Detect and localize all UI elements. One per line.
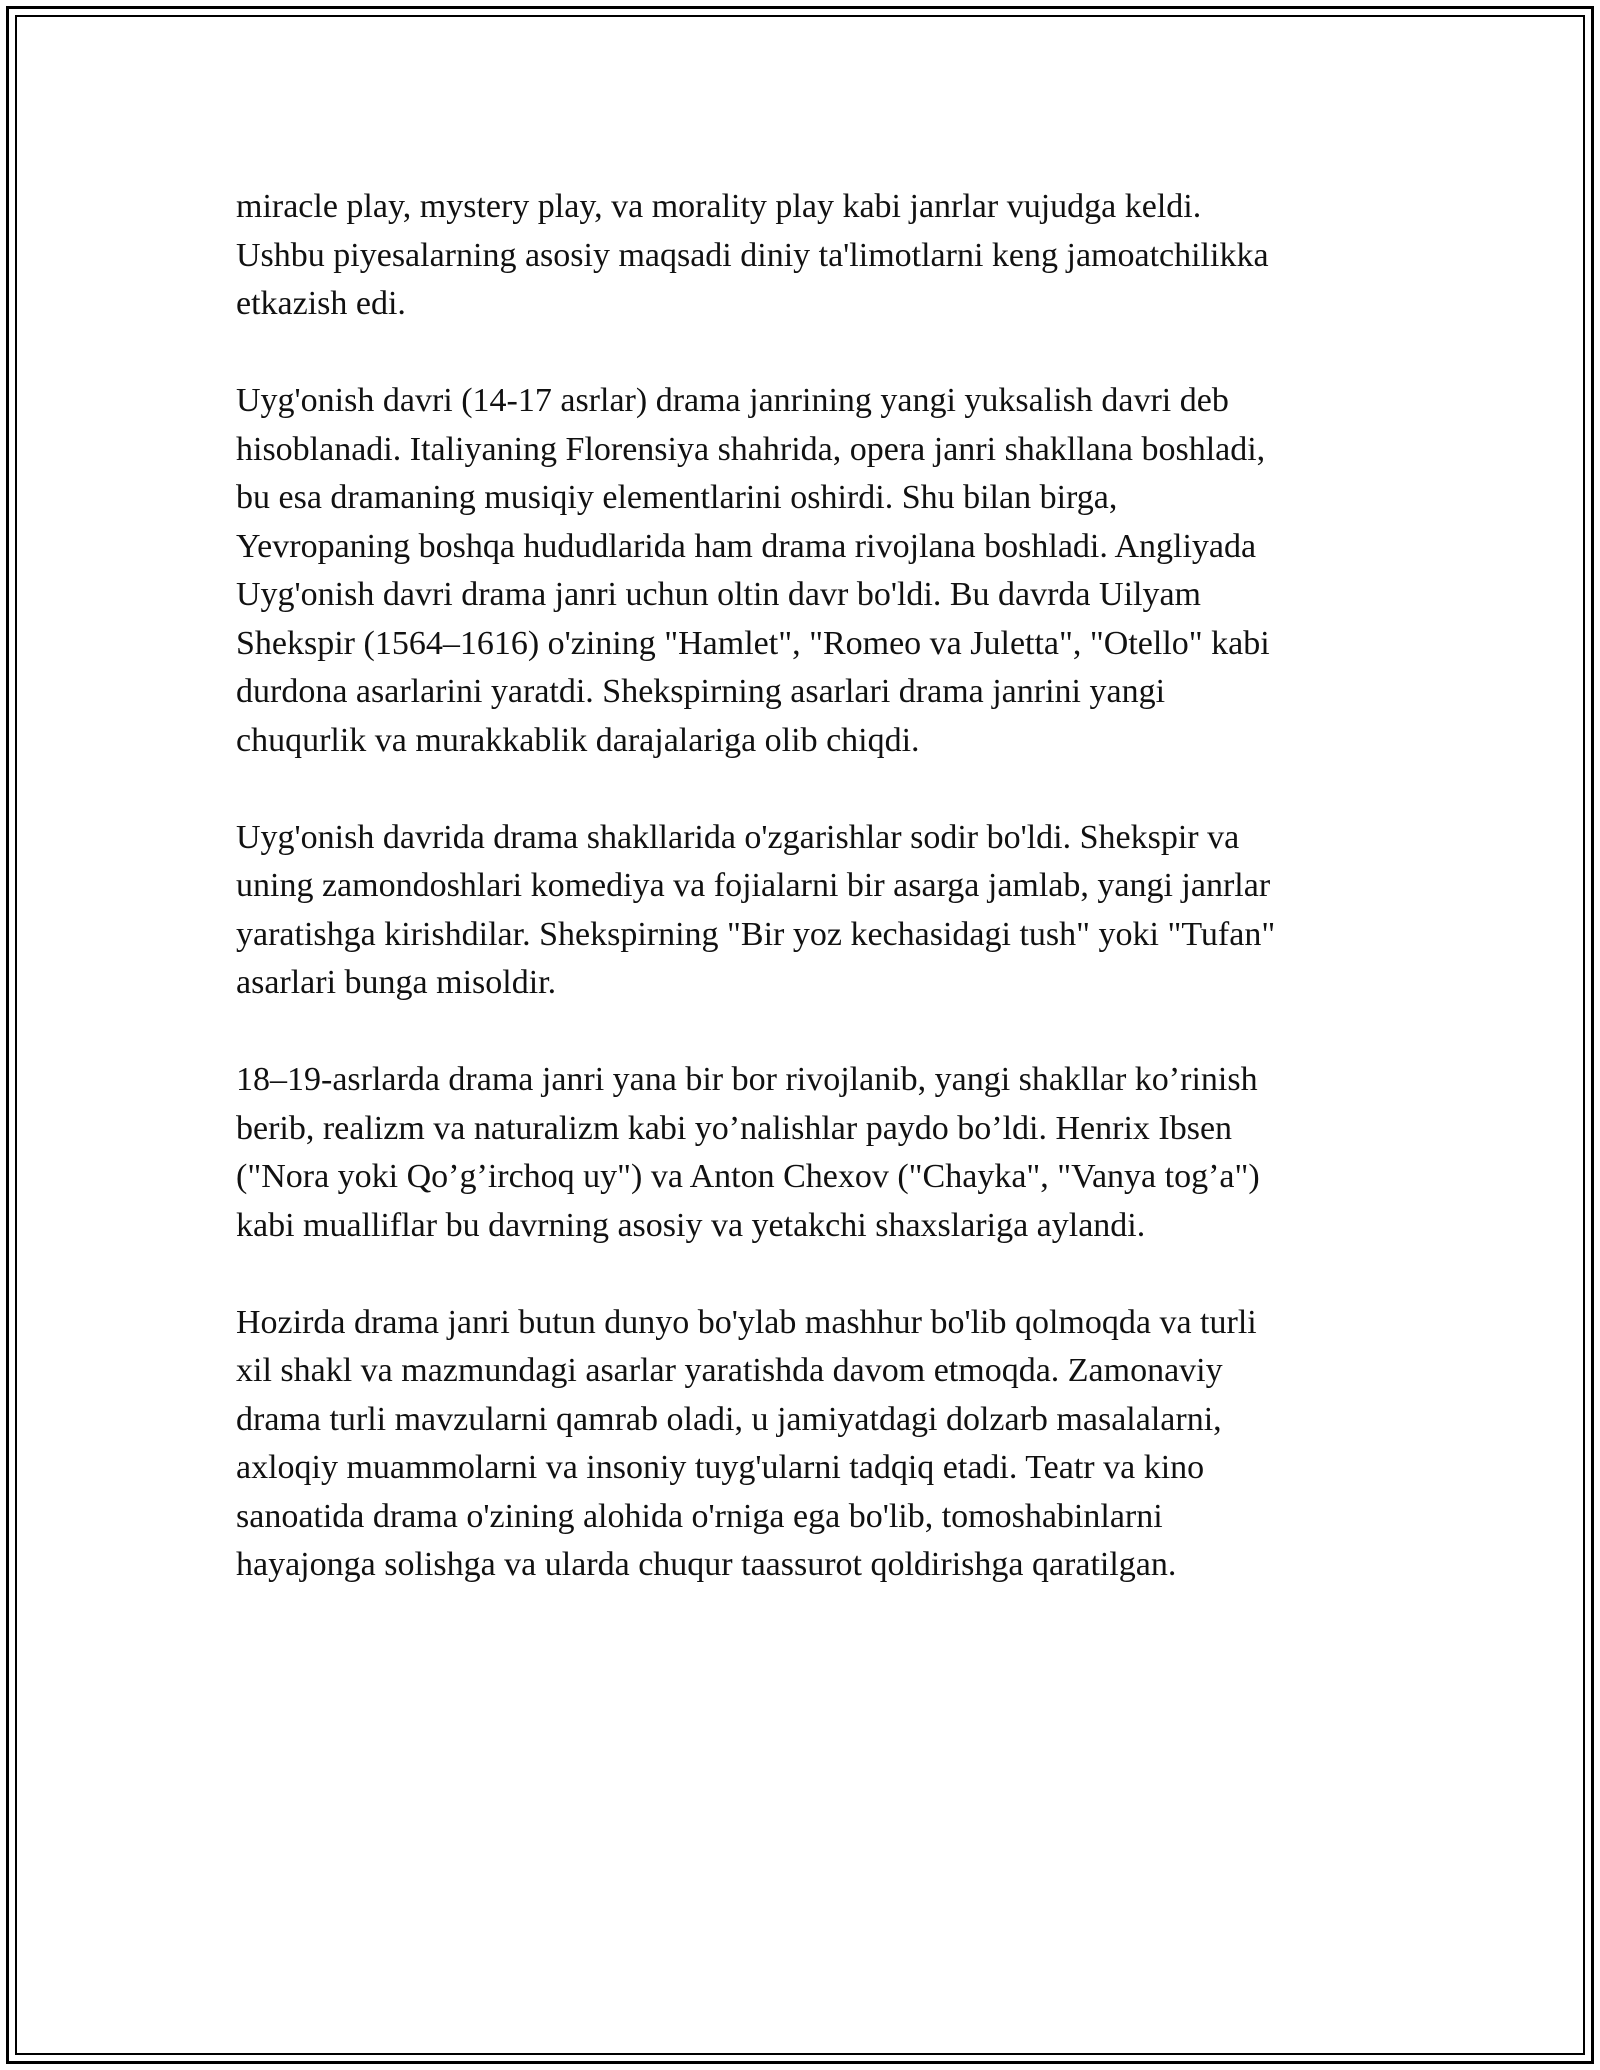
paragraph-1: miracle play, mystery play, va morality play kabi janrlar vujudga keldi. Ushbu piyesalarning asosiy maqsadi diniy ta'limotlarni keng jamoatchilikka etkazish edi. <box>236 188 1269 322</box>
paragraph-2: Uyg'onish davri (14-17 asrlar) drama janrining yangi yuksalish davri deb hisoblanadi. Italiyaning Florensiya shahrida, opera janri shakllana boshladi, bu esa dramaning musiqiy elementlarini oshirdi. Shu bilan birga, Yevropaning boshqa hududlarida ham drama rivojlana boshladi. Angliyada Uyg'onish davri drama janri uchun oltin davr bo'ldi. Bu davrda Uilyam Shekspir (1564–1616) o'zining "Hamlet", "Romeo va Juletta", "Otello" kabi durdona asarlarini yaratdi. Shekspirning asarlari drama janrini yangi chuqurlik va murakkablik darajalariga olib chiqdi. <box>236 382 1270 759</box>
paragraph-5: Hozirda drama janri butun dunyo bo'ylab mashhur bo'lib qolmoqda va turli xil shakl va mazmundagi asarlar yaratishda davom etmoqda. Zamonaviy drama turli mavzularni qamrab oladi, u jamiyatdagi dolzarb masalalarni, axloqiy muammolarni va insoniy tuyg'ularni tadqiq etadi. Teatr va kino sanoatida drama o'zining alohida o'rniga ega bo'lib, tomoshabinlarni hayajonga solishga va ularda chuqur taassurot qoldirishga qaratilgan. <box>236 1303 1257 1583</box>
document-body <box>236 183 1376 1638</box>
paragraph-4: 18–19-asrlarda drama janri yana bir bor rivojlanib, yangi shakllar ko’rinish berib, realizm va naturalizm kabi yo’nalishlar paydo bo’ldi. Henrix Ibsen ("Nora yoki Qo’g’irchoq uy") va Anton Chexov ("Chayka", "Vanya tog’a") kabi mualliflar bu davrning asosiy va yetakchi shaxslariga aylandi. <box>236 1061 1260 1244</box>
paragraph-3: Uyg'onish davrida drama shakllarida o'zgarishlar sodir bo'ldi. Shekspir va uning zamondoshlari komediya va fojialarni bir asarga jamlab, yangi janrlar yaratishga kirishdilar. Shekspirning "Bir yoz kechasidagi tush" yoki "Tufan" asarlari bunga misoldir. <box>236 818 1276 1001</box>
